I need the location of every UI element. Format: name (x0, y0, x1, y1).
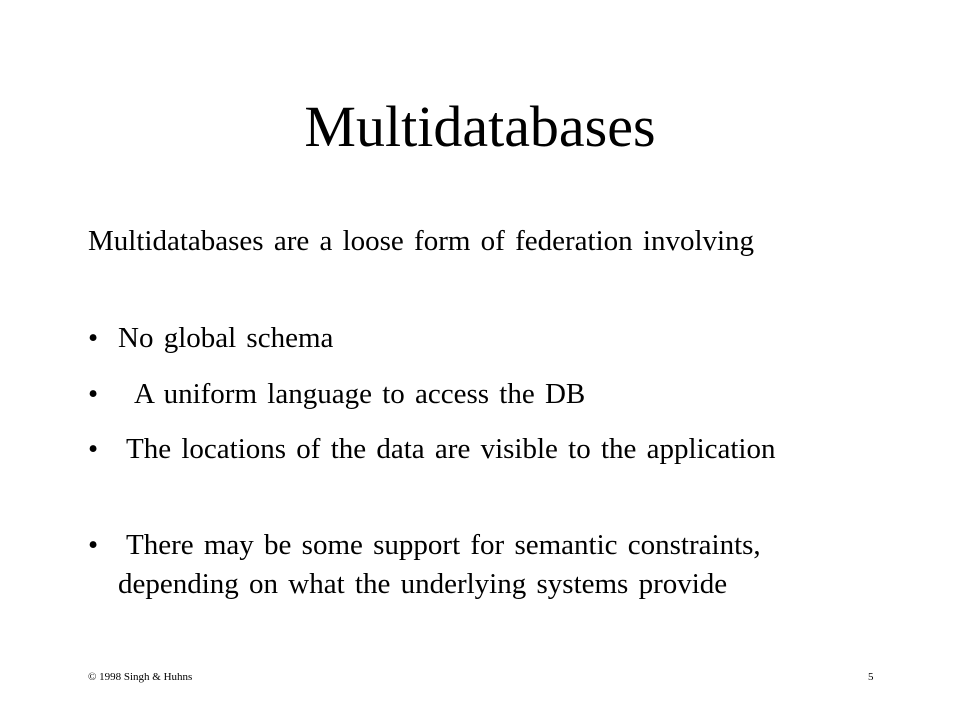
bullet-text (88, 375, 828, 414)
bullet-marker: • (88, 433, 99, 465)
bullet-item (88, 375, 828, 414)
bullet-item (88, 526, 828, 604)
bullet-text-content: A uniform language to access the DB (134, 378, 586, 410)
slide-title: Multidatabases (304, 94, 656, 159)
bullet-item (88, 430, 828, 469)
bullet-item (88, 319, 828, 358)
bullet-text (88, 430, 828, 469)
bullet-marker: • (88, 529, 99, 561)
bullet-marker: • (88, 322, 99, 354)
page-number: 5 (868, 671, 874, 683)
bullet-text-content: The locations of the data are visible to the application (126, 433, 776, 465)
bullet-text (88, 526, 828, 604)
bullet-text: No global schema (118, 322, 334, 354)
bullet-text-content: There may be some support for semantic constraints, depending on what the underlying systems provide (118, 529, 761, 600)
bullet-marker: • (88, 378, 99, 410)
copyright-footer: © 1998 Singh & Huhns (88, 671, 193, 683)
intro-paragraph: Multidatabases are a loose form of federation involving (88, 225, 755, 257)
